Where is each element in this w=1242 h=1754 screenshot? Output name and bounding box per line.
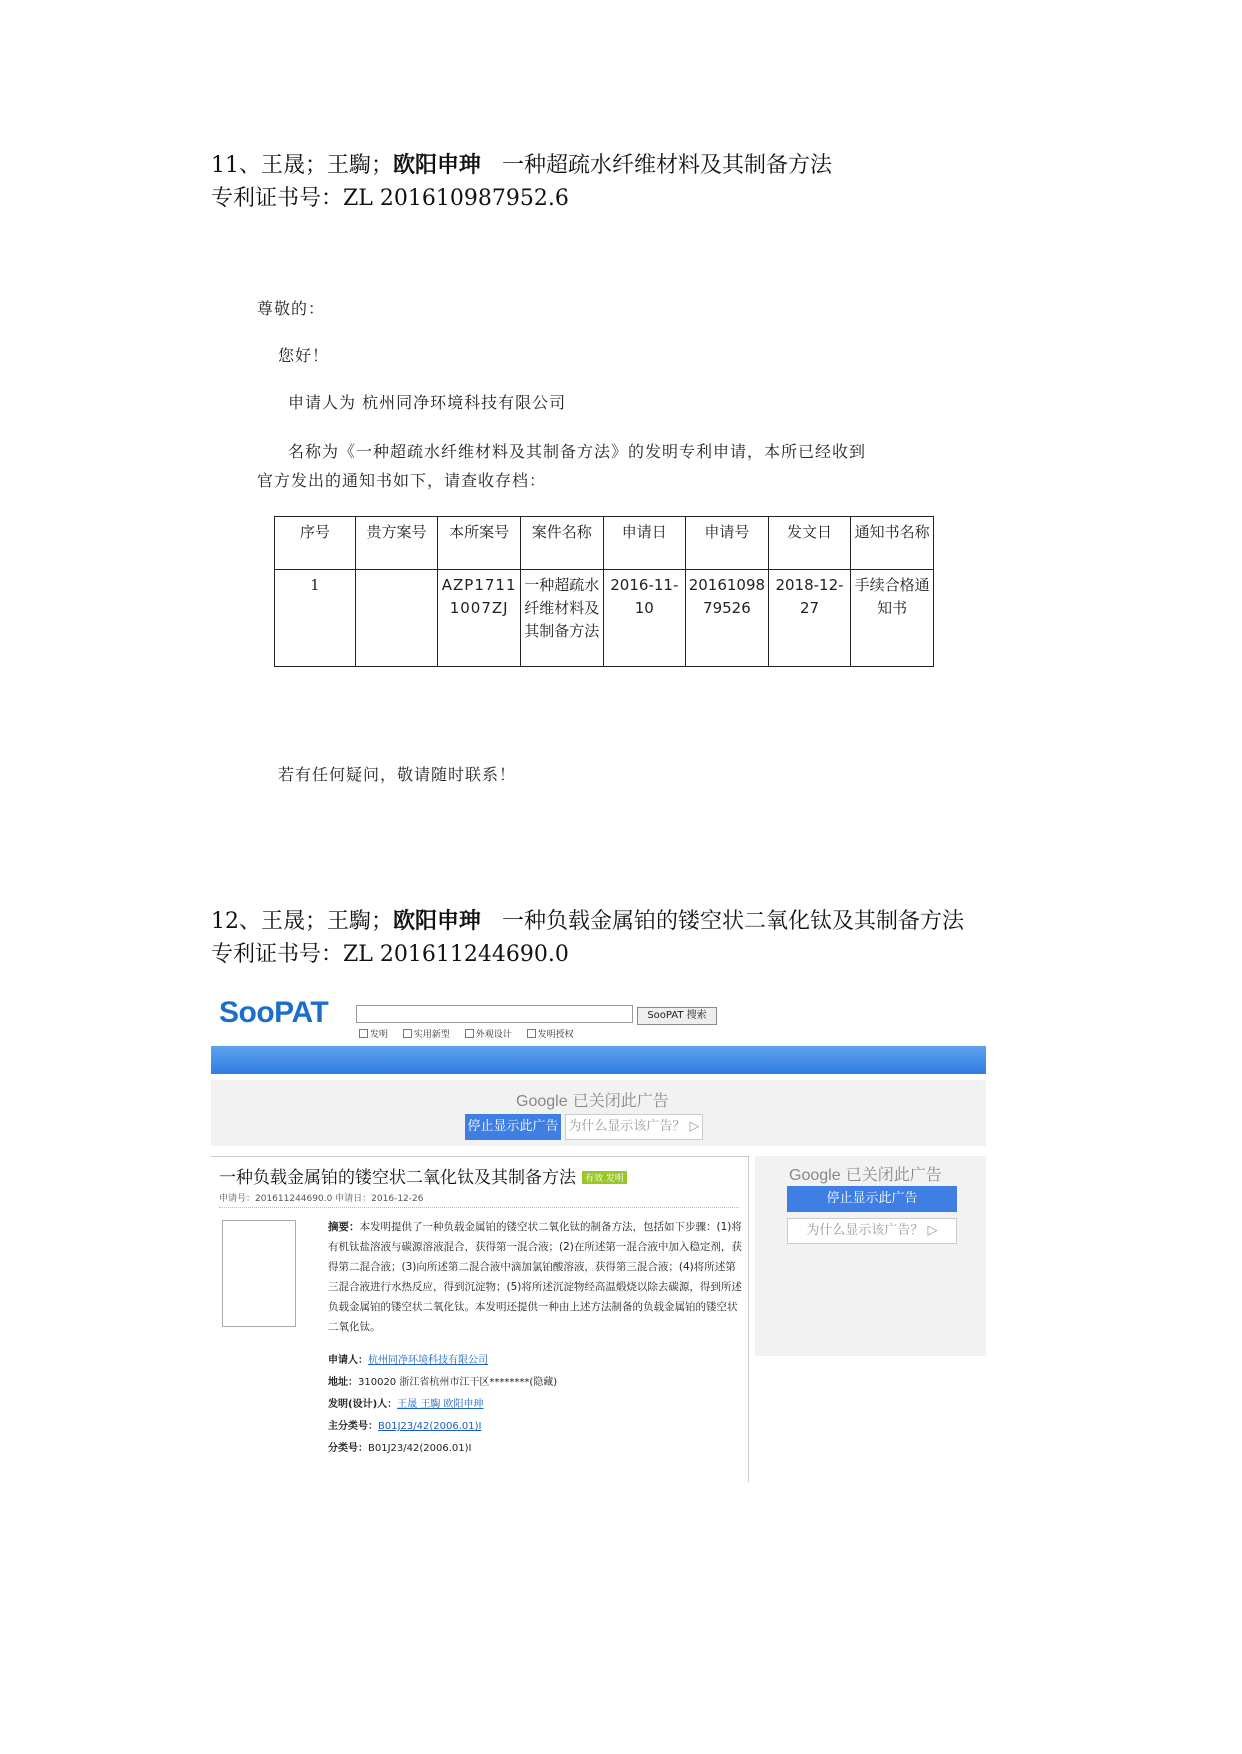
- item11-title: 一种超疏水纤维材料及其制备方法: [502, 153, 833, 178]
- inventor-link[interactable]: 王晟 王騊 欧阳申珅: [397, 1399, 484, 1410]
- cell-filing-date: 2016-11-10: [603, 570, 686, 667]
- header-cell: 本所案号: [438, 517, 521, 570]
- item12-author-bold: 欧阳申珅: [393, 908, 482, 934]
- item11-heading: [211, 150, 832, 181]
- header-cell: 序号: [275, 517, 356, 570]
- notice-table-header-row: [275, 517, 934, 570]
- letter-greeting: 尊敬的：: [257, 299, 326, 318]
- item12-heading: [211, 906, 964, 937]
- header-cell: 申请日: [603, 517, 686, 570]
- item12-authors: 王晟；王騊；: [261, 909, 394, 934]
- soopat-screenshot: [211, 980, 986, 1482]
- inventor-field: 发明(设计)人：王晟 王騊 欧阳申珅: [328, 1399, 484, 1410]
- header-cell: 发文日: [768, 517, 851, 570]
- filter-invention[interactable]: 发明: [359, 1030, 394, 1040]
- stop-ad-button[interactable]: 停止显示此广告: [465, 1114, 561, 1140]
- cell-case-name: 一种超疏水纤维材料及其制备方法: [520, 570, 603, 667]
- result-card: [211, 1156, 749, 1482]
- item11-author-bold: 欧阳申珅: [393, 152, 482, 178]
- notice-table: [274, 516, 934, 667]
- header-cell: 案件名称: [520, 517, 603, 570]
- item12-title: 一种负载金属铂的镂空状二氧化钛及其制备方法: [502, 909, 965, 934]
- status-badge: 有效 发明: [582, 1171, 627, 1184]
- header-cell: 贵方案号: [355, 517, 438, 570]
- letter-body-line1: 名称为《一种超疏水纤维材料及其制备方法》的发明专利申请，本所已经收到: [288, 442, 867, 461]
- item11-cert: [211, 184, 569, 214]
- cell-client-no: [355, 570, 438, 667]
- filter-design[interactable]: 外观设计: [465, 1030, 518, 1040]
- item11-number: 11、: [211, 153, 261, 178]
- table-row: [275, 570, 934, 667]
- cell-issue-date: 2018-12-27: [768, 570, 851, 667]
- item11-cert-label: 专利证书号：: [211, 186, 344, 211]
- ad-closed-notice: Google 已关闭此广告: [516, 1091, 669, 1110]
- side-stop-ad-button[interactable]: 停止显示此广告: [787, 1186, 957, 1212]
- nav-bar: [211, 1046, 986, 1074]
- letter-closing: 若有任何疑问，敬请随时联系！: [278, 765, 517, 784]
- result-title[interactable]: 一种负载金属铂的镂空状二氧化钛及其制备方法 有效 发明: [219, 1163, 627, 1188]
- side-ad: [755, 1156, 986, 1356]
- top-ad-band: [211, 1080, 986, 1146]
- cell-app-no: 2016109879526: [686, 570, 769, 667]
- item11-authors: 王晟；王騊；: [261, 153, 394, 178]
- cell-seq: 1: [275, 570, 356, 667]
- result-meta: 申请号：201611244690.0 申请日：2016-12-26: [219, 1194, 424, 1204]
- search-button[interactable]: SooPAT 搜索: [637, 1007, 717, 1025]
- result-thumbnail: [222, 1220, 296, 1327]
- letter-applicant: 申请人为 杭州同净环境科技有限公司: [288, 393, 567, 412]
- why-ad-button[interactable]: 为什么显示该广告？ ▷: [565, 1114, 703, 1140]
- item12-cert-no: ZL 201611244690.0: [343, 942, 569, 967]
- item12-number: 12、: [211, 909, 261, 934]
- result-abstract: 摘要：本发明提供了一种负载金属铂的镂空状二氧化钛的制备方法，包括如下步骤：(1)将有机钛盐溶液与碳源溶液混合，获得第一混合液；(2)在所述第一混合液中加入稳定剂，获得第二混合液；(3)向所述第二混合液中滴加氯铂酸溶液，获得第三混合液；(4)将所述第三混合液进行水热反应，得到沉淀物；(5)将所述沉淀物经高温煅烧以除去碳源，得到所述负载金属铂的镂空状二氧化钛。本发明还提供一种由上述方法制备的负载金属铂的镂空状二氧化钛。: [328, 1221, 742, 1333]
- address-field: 地址：310020 浙江省杭州市江干区********(隐藏): [328, 1377, 558, 1388]
- side-why-ad-button[interactable]: 为什么显示该广告？ ▷: [787, 1218, 957, 1244]
- item12-cert-label: 专利证书号：: [211, 942, 344, 967]
- applicant-link[interactable]: 杭州同净环境科技有限公司: [368, 1355, 488, 1366]
- filter-granted[interactable]: 发明授权: [527, 1030, 580, 1040]
- filter-utility-model[interactable]: 实用新型: [403, 1030, 456, 1040]
- side-ad-closed-notice: Google 已关闭此广告: [789, 1165, 942, 1184]
- class-field: 分类号：B01J23/42(2006.01)I: [328, 1443, 472, 1454]
- applicant-field: 申请人：杭州同净环境科技有限公司: [328, 1355, 488, 1366]
- letter-body-line2: 官方发出的通知书如下，请查收存档：: [257, 471, 547, 490]
- header-cell: 通知书名称: [851, 517, 934, 570]
- main-class-field: 主分类号：B01J23/42(2006.01)I: [328, 1421, 482, 1432]
- cell-notice-name: 手续合格通知书: [851, 570, 934, 667]
- search-input[interactable]: [356, 1005, 633, 1023]
- search-filters: [359, 1027, 586, 1040]
- letter-hello: 您好！: [278, 346, 330, 365]
- item11-cert-no: ZL 201610987952.6: [343, 186, 569, 211]
- main-class-link[interactable]: B01J23/42(2006.01)I: [378, 1421, 482, 1432]
- item12-cert: [211, 940, 569, 970]
- header-cell: 申请号: [686, 517, 769, 570]
- cell-firm-no: AZP17111007ZJ: [438, 570, 521, 667]
- soopat-logo: SooPAT: [219, 996, 329, 1029]
- divider: [219, 1207, 739, 1208]
